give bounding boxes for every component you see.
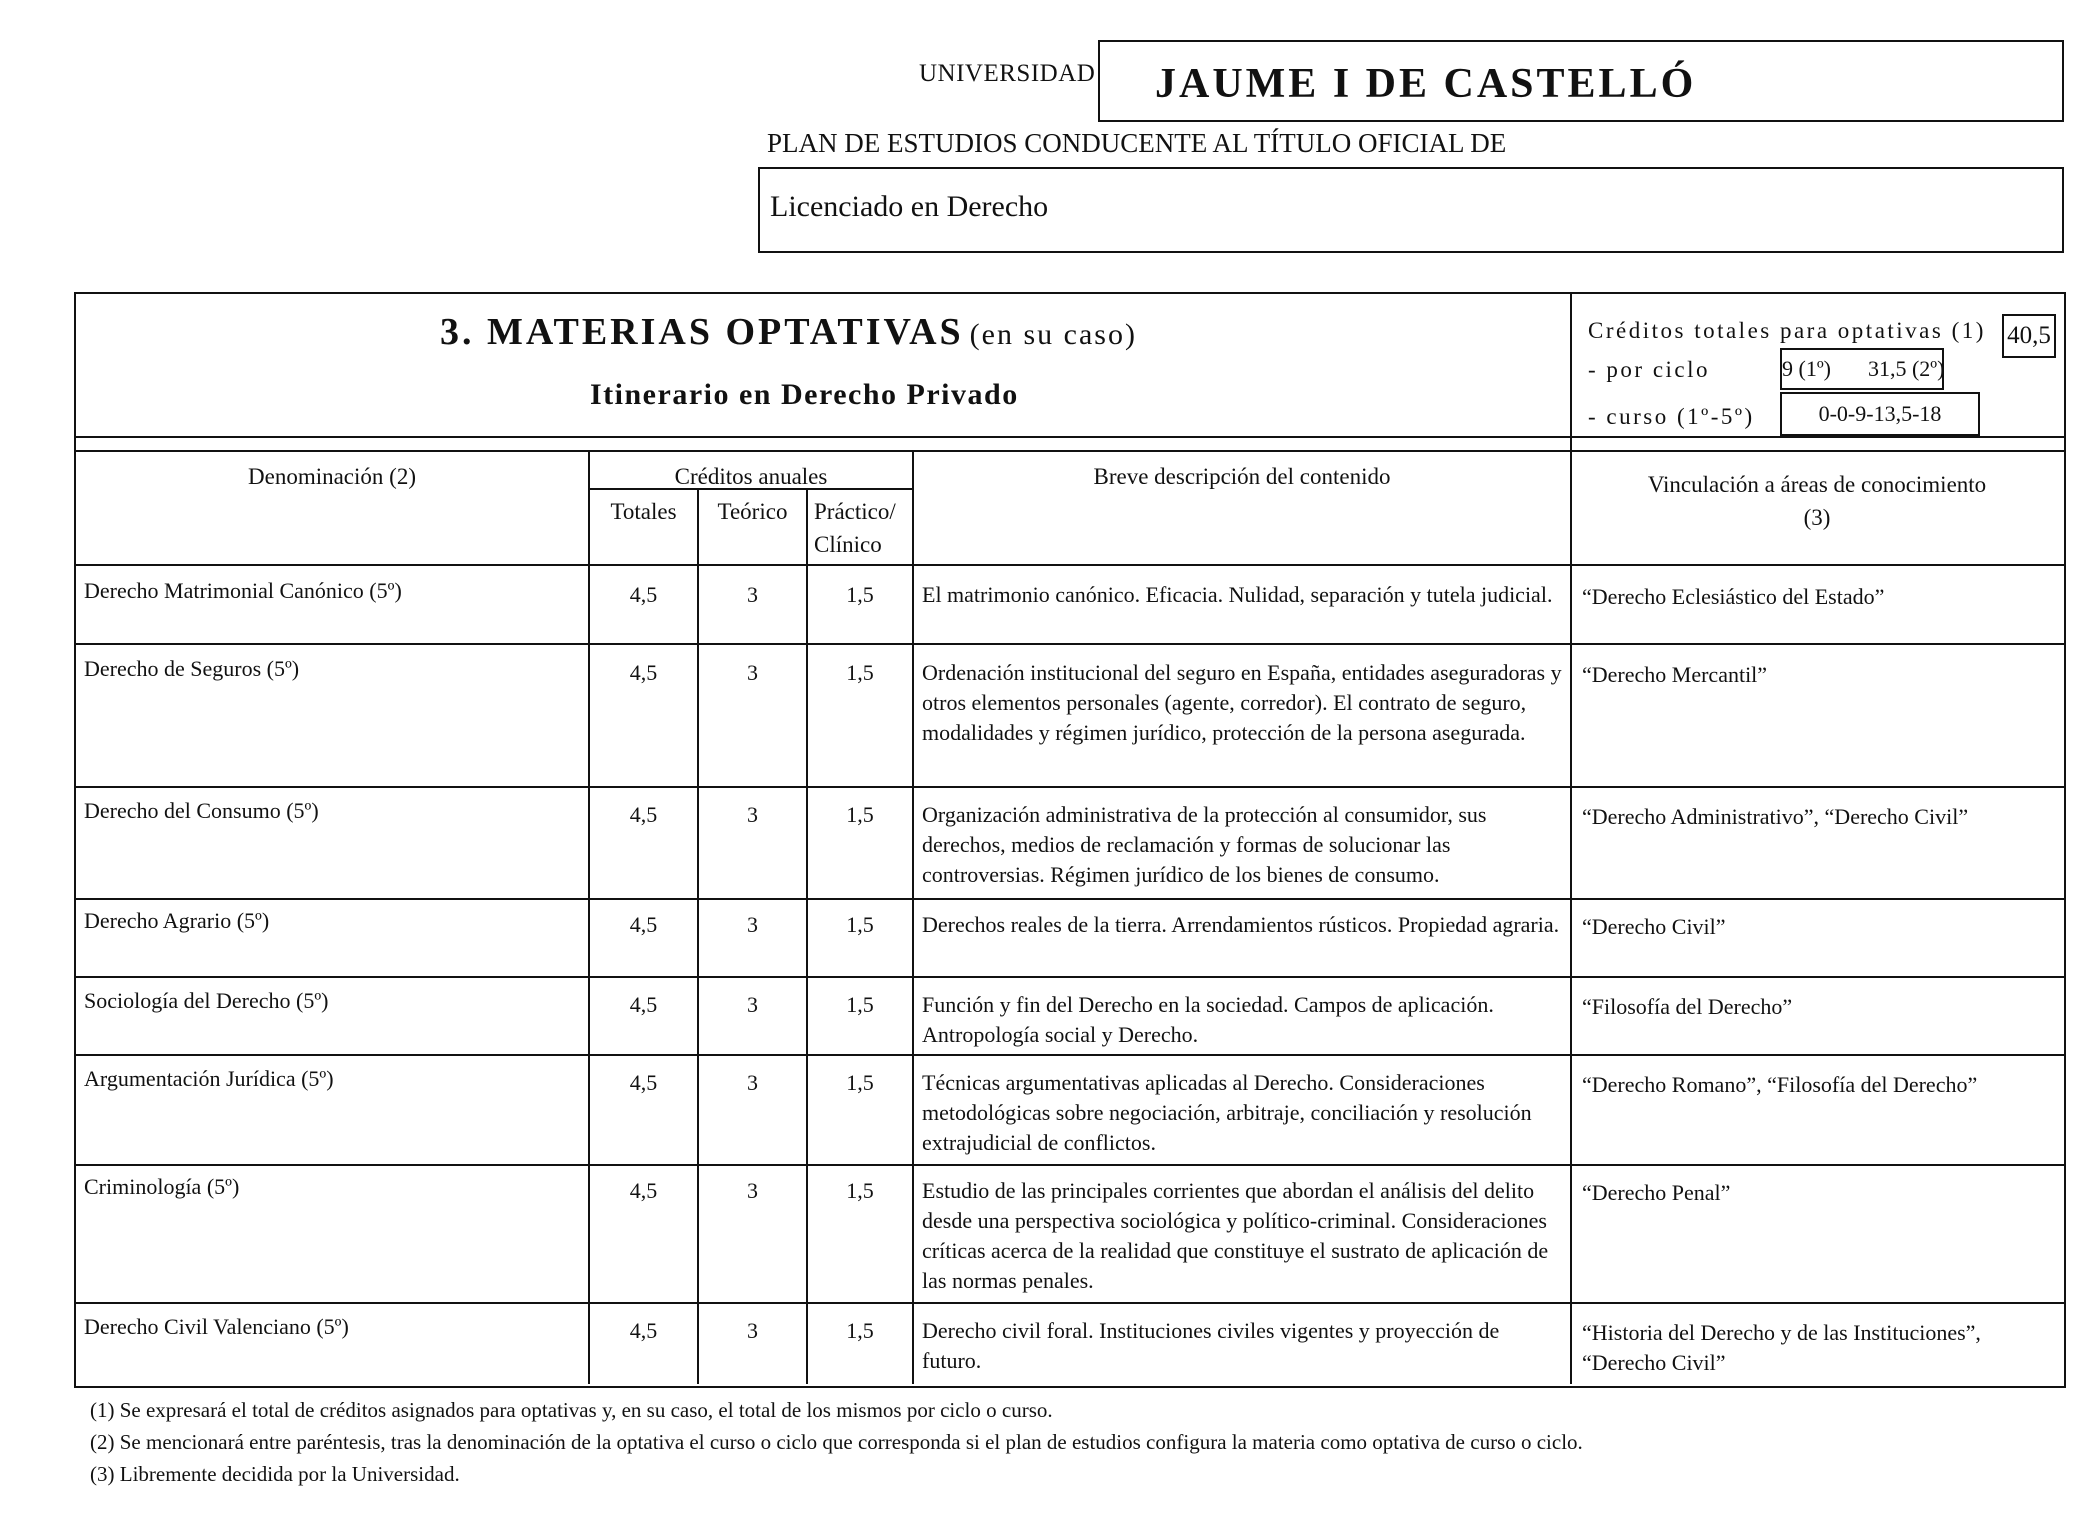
header-denominacion: Denominación (2) [248, 464, 416, 489]
header-practico: Práctico/ Clínico [814, 499, 896, 557]
row-6-teorico: 3 [747, 1070, 758, 1095]
row-4-descripcion: Derechos reales de la tierra. Arrendamientos rústicos. Propiedad agraria. [922, 912, 1560, 937]
row-line [74, 786, 2066, 788]
row-2-name: Derecho de Seguros (5º) [84, 656, 300, 681]
row-8-totales: 4,5 [629, 1318, 658, 1343]
row-line [74, 898, 2066, 900]
row-4-area: “Derecho Civil” [1582, 914, 1726, 939]
row-line [74, 643, 2066, 645]
row-4-name: Derecho Agrario (5º) [84, 908, 270, 933]
cycle-credits-box [1780, 348, 1944, 390]
row-7-totales: 4,5 [629, 1178, 658, 1203]
cycle-credits-label: - por ciclo [1588, 357, 1711, 382]
row-6-practico: 1,5 [846, 1070, 874, 1095]
row-4-totales: 4,5 [629, 912, 658, 937]
row-5-totales: 4,5 [629, 992, 658, 1017]
course-credits-label: - curso (1º-5º) [1588, 404, 1755, 429]
row-5-teorico: 3 [747, 992, 758, 1017]
row-4-practico: 1,5 [846, 912, 874, 937]
row-8-descripcion: Derecho civil foral. Instituciones civiles vigentes y proyección de futuro. [922, 1318, 1500, 1373]
col-line-5 [1570, 450, 1572, 1384]
row-7-name: Criminología (5º) [84, 1174, 240, 1199]
row-3-descripcion: Organización administrativa de la protección al consumidor, sus derechos, medios de reclamación y formas de solucionar las controversias. Régimen jurídico de los bienes de consumo. [922, 802, 1487, 887]
row-2-area: “Derecho Mercantil” [1582, 662, 1768, 687]
cycle-2-credits: 31,5 (2º) [1867, 356, 1945, 381]
row-line [74, 1054, 2066, 1056]
row-5-area: “Filosofía del Derecho” [1582, 994, 1793, 1019]
row-3-name: Derecho del Consumo (5º) [84, 798, 319, 823]
row-6-name: Argumentación Jurídica (5º) [84, 1066, 334, 1091]
col-line-4 [912, 450, 914, 1384]
row-3-totales: 4,5 [629, 802, 658, 827]
header-descripcion: Breve descripción del contenido [1093, 464, 1391, 489]
row-7-teorico: 3 [747, 1178, 758, 1203]
row-8-practico: 1,5 [846, 1318, 874, 1343]
university-label: UNIVERSIDAD [919, 60, 1096, 87]
plan-label: PLAN DE ESTUDIOS CONDUCENTE AL TÍTULO OFICIAL DE [767, 128, 1507, 158]
row-line [74, 1302, 2066, 1304]
degree-title: Licenciado en Derecho [770, 190, 1049, 223]
row-6-totales: 4,5 [629, 1070, 658, 1095]
total-credits-value: 40,5 [2002, 314, 2056, 358]
row-1-totales: 4,5 [629, 582, 658, 607]
row-1-practico: 1,5 [846, 582, 874, 607]
row-7-descripcion: Estudio de las principales corrientes que abordan el análisis del delito desde una perspectiva sociológica y político-criminal. Consideraciones críticas acerca de la realidad que constituye el sustrato de aplicación de las normas penales. [922, 1178, 1549, 1293]
section-title: 3. MATERIAS OPTATIVAS (en su caso) [440, 311, 1137, 353]
row-2-descripcion: Ordenación institucional del seguro en España, entidades aseguradoras y otros elementos personales (agente, corredor). El contrato de seguro, modalidades y régimen jurídico, protección de la persona asegurada. [922, 660, 1562, 745]
section-divider [74, 436, 2066, 438]
row-3-teorico: 3 [747, 802, 758, 827]
row-6-descripcion: Técnicas argumentativas aplicadas al Derecho. Consideraciones metodológicas sobre negociación, arbitraje, conciliación y resolución extrajudicial de conflictos. [922, 1070, 1532, 1155]
section-subtitle: Itinerario en Derecho Privado [590, 378, 1019, 411]
row-7-practico: 1,5 [846, 1178, 874, 1203]
row-6-area: “Derecho Romano”, “Filosofía del Derecho” [1582, 1072, 1978, 1097]
row-1-name: Derecho Matrimonial Canónico (5º) [84, 578, 402, 603]
header-creditos-anuales: Créditos anuales [674, 464, 828, 489]
row-8-name: Derecho Civil Valenciano (5º) [84, 1314, 349, 1339]
header-top-line [74, 450, 2066, 452]
row-3-practico: 1,5 [846, 802, 874, 827]
row-4-teorico: 3 [747, 912, 758, 937]
row-5-practico: 1,5 [846, 992, 874, 1017]
course-credits-value: 0-0-9-13,5-18 [1780, 392, 1980, 436]
row-5-descripcion: Función y fin del Derecho en la sociedad. Campos de aplicación. Antropología social y Derecho. [922, 992, 1494, 1047]
row-8-teorico: 3 [747, 1318, 758, 1343]
row-2-totales: 4,5 [629, 660, 658, 685]
footnote-1: (1) Se expresará el total de créditos asignados para optativas y, en su caso, el total de los mismos por ciclo o curso. [90, 1398, 1053, 1422]
university-name: JAUME I DE CASTELLÓ [1155, 61, 1697, 107]
header-vinculacion: Vinculación a áreas de conocimiento (3) [1647, 472, 1987, 530]
row-2-teorico: 3 [747, 660, 758, 685]
footnote-3: (3) Libremente decidida por la Universidad. [90, 1462, 460, 1486]
cycle-1-credits: 9 (1º) [1782, 356, 1831, 381]
row-8-area: “Historia del Derecho y de las Instituciones”, “Derecho Civil” [1582, 1320, 1981, 1375]
row-line [74, 1164, 2066, 1166]
row-2-practico: 1,5 [846, 660, 874, 685]
row-5-name: Sociología del Derecho (5º) [84, 988, 329, 1013]
total-credits-label: Créditos totales para optativas (1) [1588, 318, 1986, 343]
row-3-area: “Derecho Administrativo”, “Derecho Civil” [1582, 804, 1969, 829]
row-1-descripcion: El matrimonio canónico. Eficacia. Nulidad, separación y tutela judicial. [922, 582, 1553, 607]
row-line [74, 564, 2066, 566]
header-teorico: Teórico [717, 499, 788, 524]
row-1-area: “Derecho Eclesiástico del Estado” [1582, 584, 1885, 609]
row-1-teorico: 3 [747, 582, 758, 607]
credits-divider [1570, 292, 1572, 450]
header-totales: Totales [610, 499, 677, 524]
footnote-2: (2) Se mencionará entre paréntesis, tras la denominación de la optativa el curso o ciclo que corresponda si el plan de estudios configura la materia como optativa de curso o ciclo. [90, 1430, 1583, 1454]
row-line [74, 976, 2066, 978]
row-7-area: “Derecho Penal” [1582, 1180, 1731, 1205]
